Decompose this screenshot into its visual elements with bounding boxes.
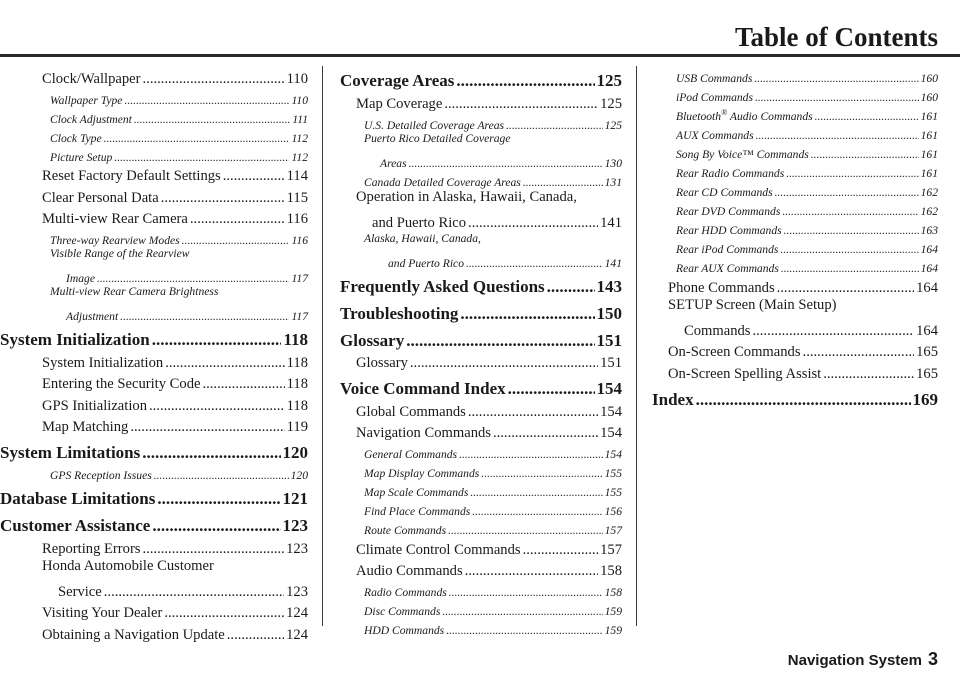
toc-entry-line: Alaska, Hawaii, Canada, <box>364 231 481 245</box>
toc-entry[interactable]: Multi-view Rear Camera ..... 116 <box>26 207 308 229</box>
toc-entry[interactable]: Reporting Errors ..... 123 <box>26 536 308 558</box>
page-number: 3 <box>927 649 938 669</box>
toc-entry[interactable]: Adjustment ..... 117 <box>26 304 308 323</box>
toc-entry[interactable]: Clock Adjustment ..... 111 <box>26 107 308 126</box>
toc-entry[interactable]: Route Commands ..... 157 <box>340 518 622 537</box>
toc-entry-line: SETUP Screen (Main Setup) <box>668 296 837 313</box>
toc-entry[interactable]: Phone Commands ..... 164 <box>652 275 938 297</box>
toc-section[interactable]: Coverage Areas ..... 125 <box>340 66 622 91</box>
header-rule <box>0 54 960 57</box>
toc-entry[interactable]: Obtaining a Navigation Update ..... 124 <box>26 622 308 644</box>
toc-entry[interactable]: GPS Initialization ..... 118 <box>26 393 308 415</box>
toc-entry[interactable]: System Initialization ..... 118 <box>26 350 308 372</box>
column-divider-1 <box>322 66 323 626</box>
toc-entry[interactable]: Clear Personal Data ..... 115 <box>26 185 308 207</box>
toc-section[interactable]: Troubleshooting ..... 150 <box>340 299 622 324</box>
toc-entry[interactable]: GPS Reception Issues ..... 120 <box>26 463 308 482</box>
toc-entry[interactable]: HDD Commands ..... 159 <box>340 618 622 637</box>
toc-entry[interactable]: Picture Setup ..... 112 <box>26 145 308 164</box>
toc-section[interactable]: System Initialization ..... 118 <box>0 325 308 350</box>
toc-entry[interactable]: Visiting Your Dealer ..... 124 <box>26 601 308 623</box>
toc-entry[interactable]: Disc Commands ..... 159 <box>340 599 622 618</box>
toc-entry[interactable]: Climate Control Commands ..... 157 <box>340 537 622 559</box>
toc-section[interactable]: Index ..... 169 <box>652 385 938 410</box>
toc-entry[interactable]: iPod Commands ..... 160 <box>652 85 938 104</box>
toc-column-2 <box>340 66 622 637</box>
toc-entry-line: Honda Automobile Customer <box>42 557 214 574</box>
toc-entry[interactable]: Entering the Security Code ..... 118 <box>26 372 308 394</box>
toc-column-3 <box>652 66 938 410</box>
toc-entry[interactable]: General Commands ..... 154 <box>340 442 622 461</box>
toc-entry[interactable]: U.S. Detailed Coverage Areas ..... 125 <box>340 113 622 132</box>
toc-section[interactable]: Frequently Asked Questions ..... 143 <box>340 272 622 297</box>
toc-entry[interactable]: Navigation Commands ..... 154 <box>340 421 622 443</box>
toc-entry[interactable]: Map Display Commands ..... 155 <box>340 461 622 480</box>
toc-entry[interactable]: Rear Radio Commands ..... 161 <box>652 161 938 180</box>
toc-section[interactable]: Customer Assistance ..... 123 <box>0 511 308 536</box>
toc-entry-line: Visible Range of the Rearview <box>50 247 190 260</box>
footer-label: Navigation System <box>787 652 922 669</box>
toc-entry[interactable]: Audio Commands ..... 158 <box>340 559 622 581</box>
toc-entry[interactable]: Rear DVD Commands ..... 162 <box>652 199 938 218</box>
toc-entry[interactable]: Song By Voice™ Commands ..... 161 <box>652 142 938 161</box>
toc-entry[interactable]: Three-way Rearview Modes ..... 116 <box>26 228 308 247</box>
toc-entry[interactable]: Commands ..... 164 <box>652 318 938 340</box>
toc-entry[interactable]: Rear HDD Commands ..... 163 <box>652 218 938 237</box>
toc-entry[interactable]: Clock Type ..... 112 <box>26 126 308 145</box>
toc-entry-line: Puerto Rico Detailed Coverage <box>364 131 511 145</box>
page-footer <box>788 649 938 670</box>
toc-entry[interactable]: Service ..... 123 <box>26 579 308 601</box>
toc-entry[interactable]: Map Matching ..... 119 <box>26 415 308 437</box>
toc-entry[interactable]: Bluetooth® Audio Commands ..... 161 <box>652 104 938 123</box>
toc-entry[interactable]: Reset Factory Default Settings ..... 114 <box>26 164 308 186</box>
toc-entry-line: Multi-view Rear Camera Brightness <box>50 285 219 298</box>
toc-entry[interactable]: On-Screen Spelling Assist ..... 165 <box>652 361 938 383</box>
toc-column-1 <box>0 66 308 644</box>
toc-entry-line: Operation in Alaska, Hawaii, Canada, <box>356 188 577 205</box>
toc-entry[interactable]: Map Scale Commands ..... 155 <box>340 480 622 499</box>
toc-entry[interactable]: Wallpaper Type ..... 110 <box>26 88 308 107</box>
toc-entry[interactable]: Canada Detailed Coverage Areas ..... 131 <box>340 170 622 189</box>
page-title: Table of Contents <box>734 22 938 52</box>
toc-entry[interactable]: USB Commands ..... 160 <box>652 66 938 85</box>
toc-section[interactable]: System Limitations ..... 120 <box>0 438 308 463</box>
toc-entry[interactable]: Find Place Commands ..... 156 <box>340 499 622 518</box>
toc-entry[interactable]: AUX Commands ..... 161 <box>652 123 938 142</box>
toc-entry[interactable]: Areas ..... 130 <box>340 151 622 170</box>
toc-entry[interactable]: Rear iPod Commands ..... 164 <box>652 237 938 256</box>
column-divider-2 <box>636 66 637 626</box>
toc-section[interactable]: Glossary ..... 151 <box>340 326 622 351</box>
toc-entry[interactable]: and Puerto Rico ..... 141 <box>340 251 622 270</box>
toc-entry[interactable]: Rear CD Commands ..... 162 <box>652 180 938 199</box>
toc-section[interactable]: Database Limitations ..... 121 <box>0 484 308 509</box>
toc-entry[interactable]: Glossary ..... 151 <box>340 351 622 373</box>
toc-entry[interactable]: Radio Commands ..... 158 <box>340 580 622 599</box>
toc-section[interactable]: Voice Command Index ..... 154 <box>340 374 622 399</box>
toc-entry[interactable]: Map Coverage ..... 125 <box>340 91 622 113</box>
toc-entry[interactable]: Rear AUX Commands ..... 164 <box>652 256 938 275</box>
toc-entry[interactable]: Clock/Wallpaper ..... 110 <box>26 66 308 88</box>
toc-entry[interactable]: On-Screen Commands ..... 165 <box>652 340 938 362</box>
toc-entry[interactable]: and Puerto Rico ..... 141 <box>340 210 622 232</box>
toc-entry[interactable]: Global Commands ..... 154 <box>340 399 622 421</box>
toc-entry[interactable]: Image ..... 117 <box>26 266 308 285</box>
